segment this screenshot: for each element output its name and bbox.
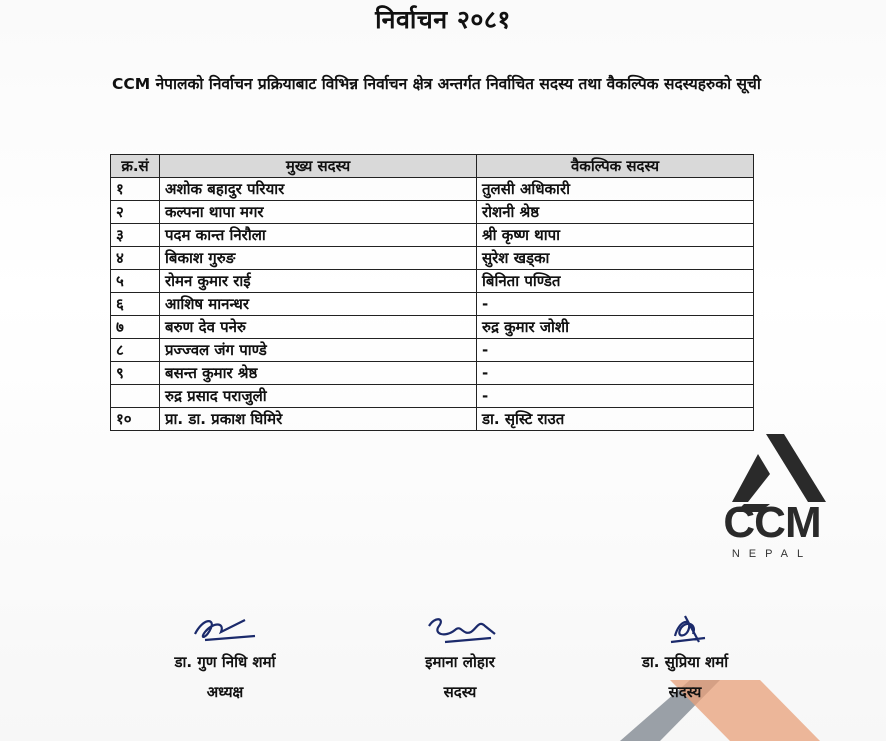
signature-icon xyxy=(185,612,265,648)
signature-block-member-2 xyxy=(610,612,760,702)
row-alternate-member: - xyxy=(477,293,754,316)
signature-block-member-1 xyxy=(395,612,525,702)
header-serial: क्र.सं xyxy=(111,155,160,178)
header-main-member: मुख्य सदस्य xyxy=(160,155,477,178)
row-alternate-member: - xyxy=(477,385,754,408)
members-table xyxy=(110,154,754,431)
signatory-name: डा. सुप्रिया शर्मा xyxy=(641,653,729,671)
row-serial: १ xyxy=(111,178,160,201)
row-main-member: रोमन कुमार राई xyxy=(160,270,477,293)
row-main-member: आशिष मानन्धर xyxy=(160,293,477,316)
table-row xyxy=(111,178,754,201)
row-alternate-member: रोशनी श्रेष्ठ xyxy=(477,201,754,224)
row-serial: ९ xyxy=(111,362,160,385)
row-main-member: बसन्त कुमार श्रेष्ठ xyxy=(160,362,477,385)
table-row xyxy=(111,339,754,362)
row-alternate-member: श्री कृष्ण थापा xyxy=(477,224,754,247)
row-serial: ८ xyxy=(111,339,160,362)
signatory-role: सदस्य xyxy=(668,683,702,701)
row-serial: १० xyxy=(111,408,160,431)
table-header-row xyxy=(111,155,754,178)
table-row xyxy=(111,247,754,270)
row-main-member: प्रज्ज्वल जंग पाण्डे xyxy=(160,339,477,362)
signatory-role: सदस्य xyxy=(443,683,477,701)
logo-subtext: NEPAL xyxy=(731,548,813,560)
table-row xyxy=(111,385,754,408)
row-main-member: बिकाश गुरुङ xyxy=(160,247,477,270)
signatory-name: डा. गुण निधि शर्मा xyxy=(174,653,276,671)
row-alternate-member: - xyxy=(477,362,754,385)
row-alternate-member: सुरेश खड्का xyxy=(477,247,754,270)
signature-icon xyxy=(415,612,505,648)
row-main-member: पदम कान्त निरौला xyxy=(160,224,477,247)
row-alternate-member: बिनिता पण्डित xyxy=(477,270,754,293)
logo-wordmark: CCM xyxy=(723,498,821,547)
document-title: निर्वाचन २०८१ xyxy=(375,5,511,34)
row-main-member: कल्पना थापा मगर xyxy=(160,201,477,224)
signature-block-chair xyxy=(150,612,300,702)
row-main-member: अशोक बहादुर परियार xyxy=(160,178,477,201)
table-row xyxy=(111,362,754,385)
table-row xyxy=(111,316,754,339)
signatory-name: इमाना लोहार xyxy=(425,653,495,671)
row-serial: ५ xyxy=(111,270,160,293)
table-row xyxy=(111,201,754,224)
row-main-member: बरुण देव पनेरु xyxy=(160,316,477,339)
row-alternate-member: डा. सृस्टि राउत xyxy=(477,408,754,431)
row-serial: ३ xyxy=(111,224,160,247)
table-row xyxy=(111,224,754,247)
intro-paragraph: CCM नेपालको निर्वाचन प्रक्रियाबाट विभिन्न निर्वाचन क्षेत्र अन्तर्गत निर्वाचित सदस्य तथा वैकल्पिक सदस्यहरुको सूची xyxy=(112,75,761,93)
table-row xyxy=(111,408,754,431)
row-main-member: प्रा. डा. प्रकाश घिमिरे xyxy=(160,408,477,431)
table-row xyxy=(111,293,754,316)
row-alternate-member: तुलसी अधिकारी xyxy=(477,178,754,201)
row-main-member: रुद्र प्रसाद पराजुली xyxy=(160,385,477,408)
row-serial: २ xyxy=(111,201,160,224)
header-alternate-member: वैकल्पिक सदस्य xyxy=(477,155,754,178)
row-alternate-member: - xyxy=(477,339,754,362)
row-serial: ४ xyxy=(111,247,160,270)
signature-icon xyxy=(645,612,725,648)
row-serial: ७ xyxy=(111,316,160,339)
row-serial: ६ xyxy=(111,293,160,316)
table-row xyxy=(111,270,754,293)
signatory-role: अध्यक्ष xyxy=(206,683,244,701)
row-serial xyxy=(111,385,160,408)
row-alternate-member: रुद्र कुमार जोशी xyxy=(477,316,754,339)
